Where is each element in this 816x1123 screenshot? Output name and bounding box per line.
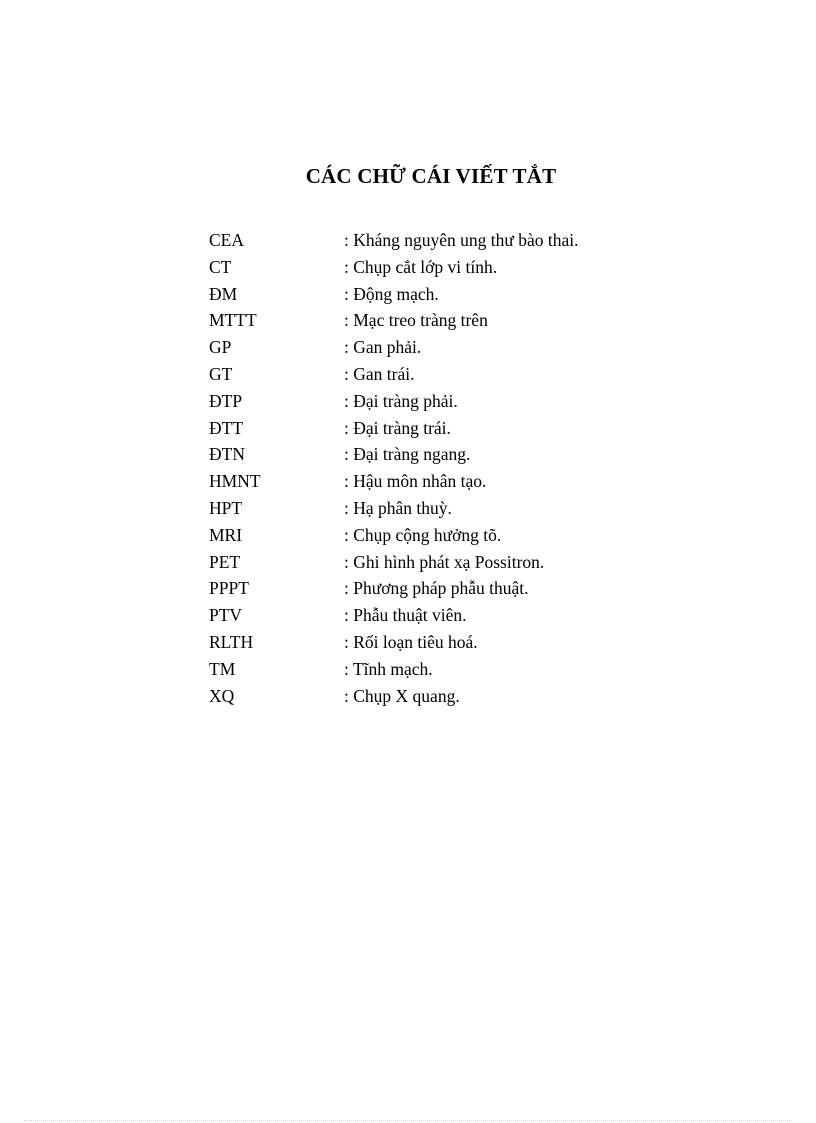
abbreviation-definition: : Tĩnh mạch. — [344, 658, 433, 679]
abbreviation-definition: : Chụp cắt lớp vi tính. — [344, 256, 498, 277]
abbreviation-term: MRI — [209, 524, 243, 545]
abbreviation-term: HMNT — [209, 471, 261, 492]
abbreviation-definition: : Hậu môn nhân tạo. — [344, 471, 487, 492]
abbreviation-term: XQ — [209, 685, 235, 706]
abbreviation-definition: : Đại tràng phải. — [344, 390, 458, 411]
page-bottom-divider — [24, 1120, 792, 1121]
abbreviation-definition: : Đại tràng trái. — [344, 417, 451, 438]
abbreviation-definition: : Chụp cộng hưởng tõ. — [344, 524, 502, 545]
abbreviation-term: MTTT — [209, 310, 257, 331]
abbreviation-definition: : Phương pháp phẫu thuật. — [344, 578, 529, 599]
abbreviation-term: ĐTN — [209, 444, 245, 465]
abbreviation-definition: : Phẫu thuật viên. — [344, 605, 467, 626]
abbreviation-definition: : Gan trái. — [344, 363, 415, 384]
page-title: CÁC CHỮ CÁI VIẾT TẮT — [305, 164, 557, 188]
abbreviation-term: PPPT — [209, 578, 249, 599]
abbreviation-term: PTV — [209, 605, 243, 626]
abbreviation-definition: : Đại tràng ngang. — [344, 444, 471, 465]
abbreviation-term: GT — [209, 363, 233, 384]
abbreviation-term: PET — [209, 551, 241, 572]
abbreviation-term: HPT — [209, 497, 243, 518]
abbreviation-term: CEA — [209, 230, 244, 250]
abbreviation-term: ĐM — [209, 283, 238, 304]
abbreviation-term: TM — [209, 658, 236, 679]
abbreviation-definition: : Mạc treo tràng trên — [344, 310, 488, 331]
abbreviation-definition: : Động mạch. — [344, 283, 439, 304]
abbreviation-definition: : Ghi hình phát xạ Possitron. — [344, 551, 545, 572]
abbreviation-definition: : Gan phải. — [344, 337, 422, 358]
abbreviation-term: CT — [209, 256, 232, 277]
abbreviation-definition: : Chụp X quang. — [344, 685, 460, 706]
abbreviation-term: RLTH — [209, 631, 254, 652]
abbreviation-term: ĐTT — [209, 417, 244, 438]
abbreviation-term: GP — [209, 337, 232, 358]
abbreviation-definition: : Hạ phân thuỳ. — [344, 497, 452, 518]
abbreviation-definition: : Kháng nguyên ung thư bào thai. — [344, 230, 579, 250]
abbreviation-definition: : Rối loạn tiêu hoá. — [344, 631, 478, 652]
abbreviation-term: ĐTP — [209, 390, 243, 411]
